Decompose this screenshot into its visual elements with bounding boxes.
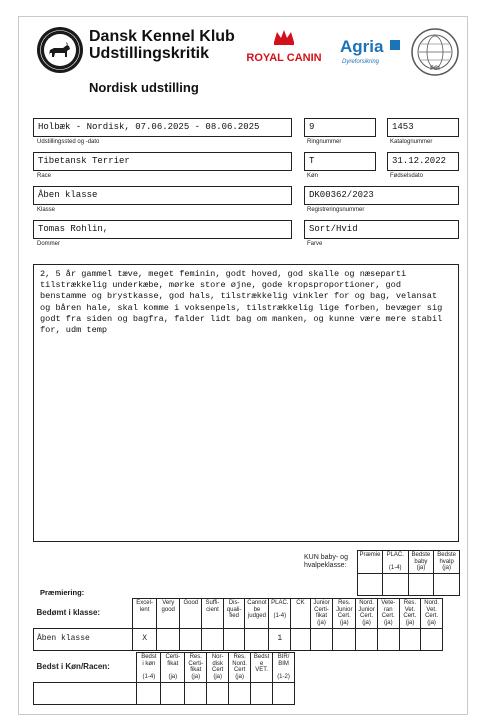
value-cannot-be-judged[interactable] bbox=[245, 629, 269, 651]
value-res-vet-cert[interactable] bbox=[399, 629, 421, 651]
catalog-number-label: Katalognummer bbox=[390, 139, 433, 145]
show-type-title: Nordisk udstilling bbox=[89, 80, 199, 95]
value-ck[interactable] bbox=[291, 629, 310, 651]
value-nordic-cert[interactable] bbox=[207, 683, 229, 705]
class-row-label: Bedømt i klasse: bbox=[34, 599, 133, 629]
header-res-vet-cert: Res. Vet. Cert. (ja) bbox=[399, 599, 421, 629]
header-junior-cert: Junior Certi- fikat (ja) bbox=[310, 599, 333, 629]
header-cannot-be-judged: Cannot be judged bbox=[245, 599, 269, 629]
critique-text-area[interactable]: 2, 5 år gammel tæve, meget feminin, godt hoved, god skalle og næseparti tilstrækkelig underkæbe, mørke store øjne, gode kropsproportioner, god benstamme og brystkasse, god hals, tilstrækkelig vinkler for og bag, velansat og båren hale, skal komme i voksenpels, tilstrækkelig lige forben, bevæger sig godt fra siden og bagfra, falder lidt bag om manken, og kunne være mere stabil for, udm temp bbox=[33, 264, 459, 542]
value-plac[interactable]: 1 bbox=[269, 629, 291, 651]
puppy-header-premie: Præmie bbox=[358, 551, 383, 574]
best-empty-cell bbox=[34, 683, 137, 705]
class-value[interactable]: Åben klasse bbox=[34, 629, 133, 651]
puppy-header-best-baby: Bedste baby (ja) bbox=[408, 551, 434, 574]
ring-number-field[interactable]: 9 bbox=[304, 118, 376, 137]
puppy-header-best-puppy: Bedste hvalp (ja) bbox=[434, 551, 460, 574]
class-field[interactable]: Åben klasse bbox=[33, 186, 292, 205]
place-date-field[interactable]: Holbæk - Nordisk, 07.06.2025 - 08.06.2025 bbox=[33, 118, 292, 137]
sex-field[interactable]: T bbox=[304, 152, 376, 171]
ring-number-label: Ringnummer bbox=[307, 139, 342, 145]
puppy-value-plac[interactable] bbox=[382, 573, 408, 595]
title-line-2: Udstillingskritik bbox=[89, 45, 210, 62]
royal-canin-logo-icon bbox=[244, 28, 324, 68]
catalog-number-field[interactable]: 1453 bbox=[387, 118, 459, 137]
header-res-junior-cert: Res. Junior Cert. (ja) bbox=[333, 599, 356, 629]
svg-text:Dyreforsikring: Dyreforsikring bbox=[342, 59, 380, 65]
dkk-logo-icon bbox=[36, 26, 84, 74]
header-nord-junior-cert: Nord. Junior Cert. (ja) bbox=[356, 599, 378, 629]
birth-date-field[interactable]: 31.12.2022 bbox=[387, 152, 459, 171]
breed-field[interactable]: Tibetansk Terrier bbox=[33, 152, 292, 171]
svg-text:FCI: FCI bbox=[430, 66, 440, 72]
birth-date-label: Fødselsdato bbox=[390, 173, 424, 179]
puppy-header-plac: PLAC. (1-4) bbox=[382, 551, 408, 574]
value-nord-vet-cert[interactable] bbox=[421, 629, 443, 651]
fci-logo-icon bbox=[411, 28, 459, 76]
header-best-veteran: Bedst e VET. bbox=[251, 653, 273, 683]
header-plac: PLAC. (1-4) bbox=[269, 599, 291, 629]
place-date-label: Udstillingssted og -dato bbox=[37, 139, 100, 145]
judge-field[interactable]: Tomas Rohlin, bbox=[33, 220, 292, 239]
value-best-veteran[interactable] bbox=[251, 683, 273, 705]
header-good: Good bbox=[180, 599, 202, 629]
header-res-certificate: Res. Certi- fikat (ja) bbox=[185, 653, 207, 683]
header-sufficient: Suffi- cient bbox=[202, 599, 224, 629]
value-best-in-sex[interactable] bbox=[137, 683, 161, 705]
header-best-in-sex: Bedst i køn (1-4) bbox=[137, 653, 161, 683]
class-label: Klasse bbox=[37, 207, 56, 213]
class-judging-table bbox=[33, 598, 443, 651]
header-nord-vet-cert: Nord. Vet. Cert. (ja) bbox=[421, 599, 443, 629]
puppy-value-best-puppy[interactable] bbox=[434, 573, 460, 595]
header-veteran-cert: Vete- ran Cert. (ja) bbox=[377, 599, 399, 629]
value-certificate[interactable] bbox=[161, 683, 185, 705]
value-nord-junior-cert[interactable] bbox=[356, 629, 378, 651]
color-field[interactable]: Sort/Hvid bbox=[304, 220, 459, 239]
header-ck: CK bbox=[291, 599, 310, 629]
header-certificate: Certi- fikat (ja) bbox=[161, 653, 185, 683]
header-disqualified: Dis- quali- fied bbox=[223, 599, 245, 629]
registration-number-label: Registreringsnummer bbox=[307, 207, 365, 213]
value-junior-cert[interactable] bbox=[310, 629, 333, 651]
value-excellent[interactable]: X bbox=[133, 629, 157, 651]
puppy-value-best-baby[interactable] bbox=[408, 573, 434, 595]
color-label: Farve bbox=[307, 241, 323, 247]
puppy-value-premie[interactable] bbox=[358, 573, 383, 595]
value-very-good[interactable] bbox=[156, 629, 179, 651]
value-bir-bim[interactable] bbox=[273, 683, 295, 705]
value-good[interactable] bbox=[180, 629, 202, 651]
value-res-nordic-cert[interactable] bbox=[229, 683, 251, 705]
title-line-1: Dansk Kennel Klub bbox=[89, 28, 235, 45]
judge-label: Dommer bbox=[37, 241, 61, 247]
puppy-class-label: KUN baby- og hvalpeklasse: bbox=[304, 554, 348, 569]
value-sufficient[interactable] bbox=[202, 629, 224, 651]
premiering-label: Præmiering: bbox=[40, 588, 85, 597]
puppy-table bbox=[357, 550, 460, 596]
breed-label: Race bbox=[37, 173, 52, 179]
svg-text:Agria: Agria bbox=[340, 37, 384, 56]
header-excellent: Excel- lent bbox=[133, 599, 157, 629]
registration-number-field[interactable]: DK00362/2023 bbox=[304, 186, 459, 205]
best-row-label: Bedst i Køn/Racen: bbox=[34, 653, 137, 683]
agria-logo-icon bbox=[340, 34, 402, 68]
header-very-good: Very good bbox=[156, 599, 179, 629]
form-title bbox=[89, 28, 235, 62]
value-res-junior-cert[interactable] bbox=[333, 629, 356, 651]
value-res-certificate[interactable] bbox=[185, 683, 207, 705]
value-veteran-cert[interactable] bbox=[377, 629, 399, 651]
svg-text:ROYAL CANIN: ROYAL CANIN bbox=[246, 52, 322, 64]
header-nordic-cert: Nor- disk Cert (ja) bbox=[207, 653, 229, 683]
header-res-nordic-cert: Res. Nord. Cert (ja) bbox=[229, 653, 251, 683]
sex-label: Køn bbox=[307, 173, 319, 179]
value-disqualified[interactable] bbox=[223, 629, 245, 651]
header-bir-bim: BIR/ BIM (1-2) bbox=[273, 653, 295, 683]
best-of-breed-table bbox=[33, 652, 295, 705]
